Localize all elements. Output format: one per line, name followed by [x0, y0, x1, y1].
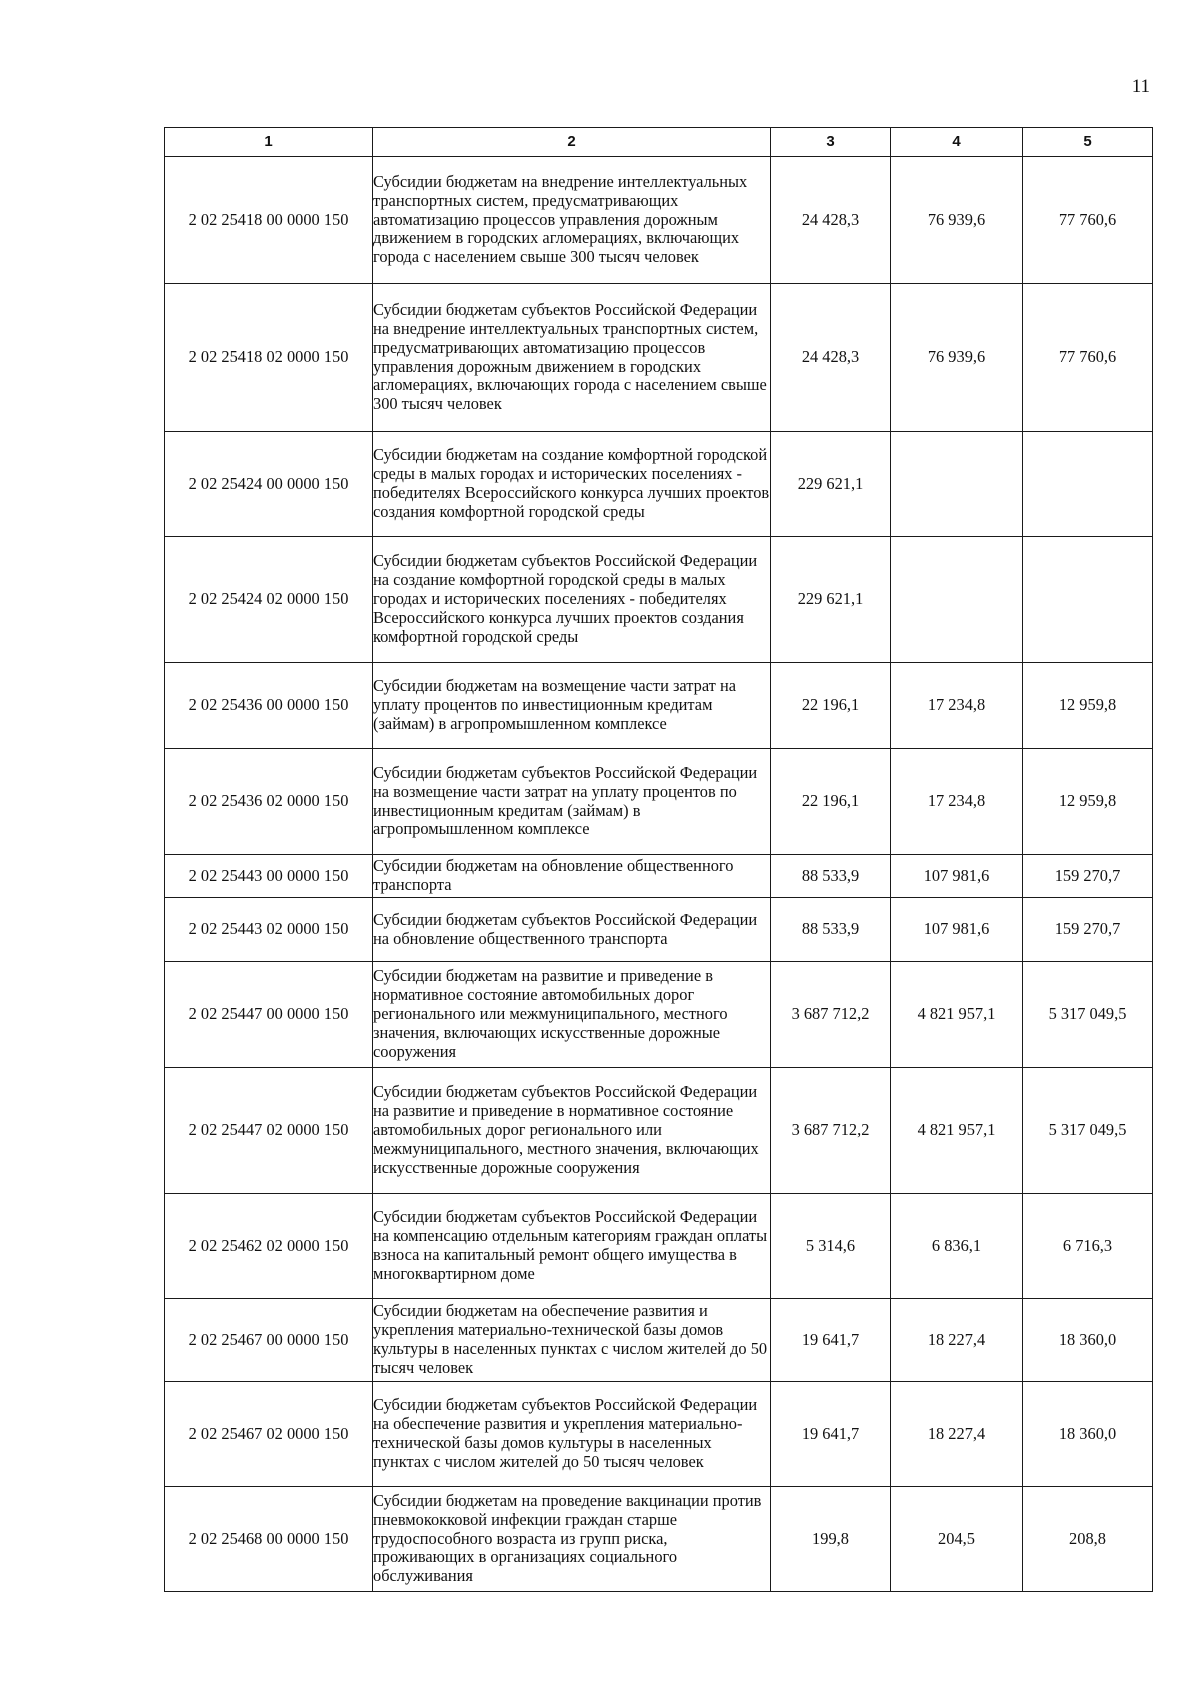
value-col-3: 19 641,7: [771, 1382, 891, 1487]
value-col-4: [891, 537, 1023, 663]
value-col-4: 107 981,6: [891, 855, 1023, 898]
value-col-5: 159 270,7: [1023, 855, 1153, 898]
value-col-4: [891, 432, 1023, 537]
budget-code: 2 02 25467 00 0000 150: [165, 1299, 373, 1382]
table-row: [165, 898, 1153, 962]
value-col-5: 159 270,7: [1023, 898, 1153, 962]
value-col-5: 5 317 049,5: [1023, 1068, 1153, 1194]
row-description: Субсидии бюджетам субъектов Российской Федерации на создание комфортной городской среды в малых городах и исторических поселениях - победителях Всероссийского конкурса лучших проектов создания комфортной городской среды: [373, 537, 771, 663]
table-row: [165, 1299, 1153, 1382]
column-header-3: 3: [771, 128, 891, 157]
table-row: [165, 537, 1153, 663]
value-col-4: 6 836,1: [891, 1194, 1023, 1299]
budget-code: 2 02 25418 02 0000 150: [165, 284, 373, 432]
table-row: [165, 663, 1153, 749]
table-row: [165, 962, 1153, 1068]
table-row: [165, 284, 1153, 432]
table-row: [165, 1487, 1153, 1592]
row-description: Субсидии бюджетам на создание комфортной городской среды в малых городах и исторических поселениях - победителях Всероссийского конкурса лучших проектов создания комфортной городской среды: [373, 432, 771, 537]
row-description: Субсидии бюджетам на развитие и приведение в нормативное состояние автомобильных дорог регионального или межмуниципального, местного значения, включающих искусственные дорожные сооружения: [373, 962, 771, 1068]
value-col-3: 24 428,3: [771, 157, 891, 284]
column-header-5: 5: [1023, 128, 1153, 157]
table-header-row: [165, 128, 1153, 157]
budget-code: 2 02 25443 00 0000 150: [165, 855, 373, 898]
value-col-4: 76 939,6: [891, 157, 1023, 284]
column-header-1: 1: [165, 128, 373, 157]
table-row: [165, 432, 1153, 537]
table-row: [165, 1194, 1153, 1299]
row-description: Субсидии бюджетам субъектов Российской Федерации на возмещение части затрат на уплату процентов по инвестиционным кредитам (займам) в агропромышленном комплексе: [373, 749, 771, 855]
row-description: Субсидии бюджетам на обновление общественного транспорта: [373, 855, 771, 898]
table-row: [165, 157, 1153, 284]
value-col-5: 6 716,3: [1023, 1194, 1153, 1299]
value-col-3: 199,8: [771, 1487, 891, 1592]
value-col-3: 19 641,7: [771, 1299, 891, 1382]
budget-code: 2 02 25424 02 0000 150: [165, 537, 373, 663]
value-col-4: 4 821 957,1: [891, 962, 1023, 1068]
value-col-5: [1023, 432, 1153, 537]
value-col-4: 17 234,8: [891, 749, 1023, 855]
value-col-4: 18 227,4: [891, 1382, 1023, 1487]
row-description: Субсидии бюджетам субъектов Российской Федерации на обновление общественного транспорта: [373, 898, 771, 962]
value-col-4: 204,5: [891, 1487, 1023, 1592]
budget-code: 2 02 25447 02 0000 150: [165, 1068, 373, 1194]
table-row: [165, 1382, 1153, 1487]
value-col-5: 5 317 049,5: [1023, 962, 1153, 1068]
budget-code: 2 02 25447 00 0000 150: [165, 962, 373, 1068]
row-description: Субсидии бюджетам субъектов Российской Федерации на развитие и приведение в нормативное состояние автомобильных дорог регионального или межмуниципального, местного значения, включающих искусственные дорожные сооружения: [373, 1068, 771, 1194]
value-col-5: 12 959,8: [1023, 663, 1153, 749]
column-header-2: 2: [373, 128, 771, 157]
budget-code: 2 02 25468 00 0000 150: [165, 1487, 373, 1592]
value-col-4: 107 981,6: [891, 898, 1023, 962]
page-number: 11: [1131, 76, 1150, 97]
budget-code: 2 02 25467 02 0000 150: [165, 1382, 373, 1487]
budget-code: 2 02 25462 02 0000 150: [165, 1194, 373, 1299]
value-col-5: 12 959,8: [1023, 749, 1153, 855]
budget-code: 2 02 25436 00 0000 150: [165, 663, 373, 749]
value-col-4: 4 821 957,1: [891, 1068, 1023, 1194]
budget-code: 2 02 25424 00 0000 150: [165, 432, 373, 537]
row-description: Субсидии бюджетам субъектов Российской Федерации на компенсацию отдельным категориям граждан оплаты взноса на капитальный ремонт общего имущества в многоквартирном доме: [373, 1194, 771, 1299]
row-description: Субсидии бюджетам на обеспечение развития и укрепления материально-технической базы домов культуры в населенных пунктах с числом жителей до 50 тысяч человек: [373, 1299, 771, 1382]
value-col-5: 208,8: [1023, 1487, 1153, 1592]
table-row: [165, 749, 1153, 855]
column-header-4: 4: [891, 128, 1023, 157]
value-col-4: 18 227,4: [891, 1299, 1023, 1382]
value-col-3: 229 621,1: [771, 537, 891, 663]
value-col-3: 22 196,1: [771, 663, 891, 749]
budget-code: 2 02 25443 02 0000 150: [165, 898, 373, 962]
value-col-5: 77 760,6: [1023, 284, 1153, 432]
budget-code: 2 02 25418 00 0000 150: [165, 157, 373, 284]
budget-revenue-table: [164, 127, 1153, 1592]
value-col-3: 229 621,1: [771, 432, 891, 537]
value-col-5: 18 360,0: [1023, 1382, 1153, 1487]
value-col-3: 22 196,1: [771, 749, 891, 855]
value-col-3: 3 687 712,2: [771, 962, 891, 1068]
value-col-3: 3 687 712,2: [771, 1068, 891, 1194]
row-description: Субсидии бюджетам на проведение вакцинации против пневмококковой инфекции граждан старше трудоспособного возраста из групп риска, проживающих в организациях социального обслуживания: [373, 1487, 771, 1592]
value-col-3: 88 533,9: [771, 855, 891, 898]
row-description: Субсидии бюджетам субъектов Российской Федерации на обеспечение развития и укрепления материально-технической базы домов культуры в населенных пунктах с числом жителей до 50 тысяч человек: [373, 1382, 771, 1487]
table-row: [165, 1068, 1153, 1194]
value-col-3: 88 533,9: [771, 898, 891, 962]
table-row: [165, 855, 1153, 898]
row-description: Субсидии бюджетам на возмещение части затрат на уплату процентов по инвестиционным кредитам (займам) в агропромышленном комплексе: [373, 663, 771, 749]
value-col-4: 17 234,8: [891, 663, 1023, 749]
value-col-3: 5 314,6: [771, 1194, 891, 1299]
row-description: Субсидии бюджетам на внедрение интеллектуальных транспортных систем, предусматривающих автоматизацию процессов управления дорожным движением в городских агломерациях, включающих города с населением свыше 300 тысяч человек: [373, 157, 771, 284]
value-col-4: 76 939,6: [891, 284, 1023, 432]
row-description: Субсидии бюджетам субъектов Российской Федерации на внедрение интеллектуальных транспортных систем, предусматривающих автоматизацию процессов управления дорожным движением в городских агломерациях, включающих города с населением свыше 300 тысяч человек: [373, 284, 771, 432]
value-col-3: 24 428,3: [771, 284, 891, 432]
value-col-5: 77 760,6: [1023, 157, 1153, 284]
budget-code: 2 02 25436 02 0000 150: [165, 749, 373, 855]
value-col-5: 18 360,0: [1023, 1299, 1153, 1382]
value-col-5: [1023, 537, 1153, 663]
